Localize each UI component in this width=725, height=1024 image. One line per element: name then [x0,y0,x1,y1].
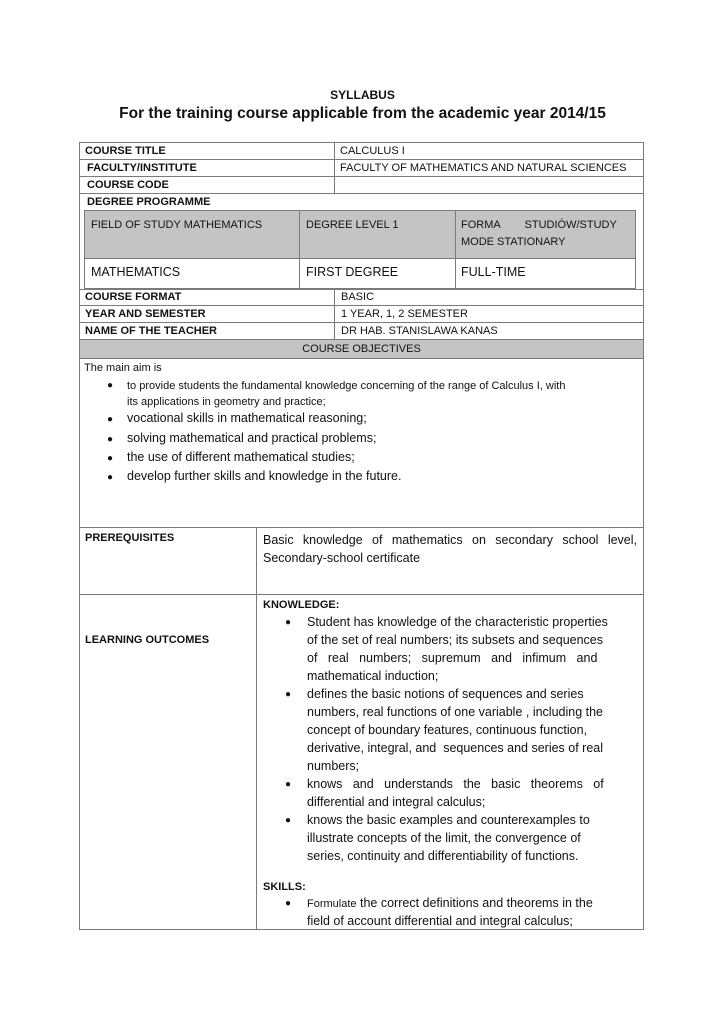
teacher-label: NAME OF THE TEACHER [85,325,217,337]
knowledge-line: series, continuity and differentiability of functions. [307,849,579,863]
course-title-label: COURSE TITLE [85,145,166,157]
study-mode-value: FULL-TIME [461,265,526,279]
objective-item: solving mathematical and practical problems; [127,431,377,445]
field-of-study-header: FIELD OF STUDY MATHEMATICS [91,219,263,231]
objective-item-cont: its applications in geometry and practice; [127,396,326,408]
bullet-icon: ● [285,815,292,826]
prerequisites-line1: Basic knowledge of mathematics on secondary school level, [263,533,637,547]
knowledge-line: mathematical induction; [307,669,439,683]
objective-item: the use of different mathematical studies; [127,450,355,464]
course-format-value: BASIC [341,291,375,303]
field-of-study-value: MATHEMATICS [91,265,181,279]
document-title: SYLLABUS [330,88,395,102]
knowledge-line: concept of boundary features, continuous function, [307,723,588,737]
learning-outcomes-label: LEARNING OUTCOMES [85,634,210,646]
study-mode-header-line2: MODE STATIONARY [461,236,566,248]
course-title-value: CALCULUS I [340,145,405,157]
course-objectives-heading: COURSE OBJECTIVES [302,343,421,355]
knowledge-heading: KNOWLEDGE: [263,599,340,611]
course-format-label: COURSE FORMAT [85,291,182,303]
knowledge-line: of real numbers; supremum and infimum and [307,651,598,665]
objective-item: develop further skills and knowledge in the future. [127,469,402,483]
teacher-value: DR HAB. STANISLAWA KANAS [341,325,498,337]
bullet-icon: ● [107,472,114,483]
prerequisites-label: PREREQUISITES [85,532,175,544]
knowledge-line: Student has knowledge of the characteristic properties [307,615,608,629]
year-semester-value: 1 YEAR, 1, 2 SEMESTER [341,308,468,320]
knowledge-line: knows the basic examples and counterexamples to [307,813,590,827]
year-semester-label: YEAR AND SEMESTER [85,308,206,320]
knowledge-line: defines the basic notions of sequences and series [307,687,584,701]
document-subtitle: For the training course applicable from the academic year 2014/15 [119,105,606,122]
objective-item: to provide students the fundamental knowledge concerning of the range of Calculus I, with [127,380,566,392]
skills-line: field of account differential and integral calculus; [307,914,573,928]
knowledge-line: numbers; [307,759,360,773]
objectives-intro: The main aim is [84,362,162,374]
skills-first-word: Formulate [307,898,357,910]
knowledge-line: numbers, real functions of one variable , including the [307,705,604,719]
faculty-value: FACULTY OF MATHEMATICS AND NATURAL SCIENCES [340,162,627,174]
course-code-label: COURSE CODE [87,179,169,191]
faculty-label: FACULTY/INSTITUTE [87,162,197,174]
skills-line [307,894,593,913]
knowledge-line: illustrate concepts of the limit, the convergence of [307,831,581,845]
prerequisites-line2: Secondary-school certificate [263,551,421,565]
degree-programme-label: DEGREE PROGRAMME [87,196,211,208]
bullet-icon: ● [285,689,292,700]
bullet-icon: ● [285,617,292,628]
bullet-icon: ● [285,779,292,790]
knowledge-line: of the set of real numbers; its subsets and sequences [307,633,604,647]
knowledge-line: derivative, integral, and sequences and series of real [307,741,604,755]
bullet-icon: ● [107,380,114,391]
knowledge-line: knows and understands the basic theorems of [307,777,604,791]
study-mode-header-line1: FORMA STUDIÓW/STUDY [461,219,617,231]
bullet-icon: ● [107,434,114,445]
skills-line-rest: the correct definitions and theorems in the [356,896,593,910]
knowledge-line: differential and integral calculus; [307,795,486,809]
bullet-icon: ● [285,898,292,909]
degree-level-value: FIRST DEGREE [306,265,399,279]
bullet-icon: ● [107,453,114,464]
degree-level-header: DEGREE LEVEL 1 [306,219,399,231]
skills-heading: SKILLS: [263,881,306,893]
objective-item: vocational skills in mathematical reasoning; [127,411,367,425]
bullet-icon: ● [107,414,114,425]
